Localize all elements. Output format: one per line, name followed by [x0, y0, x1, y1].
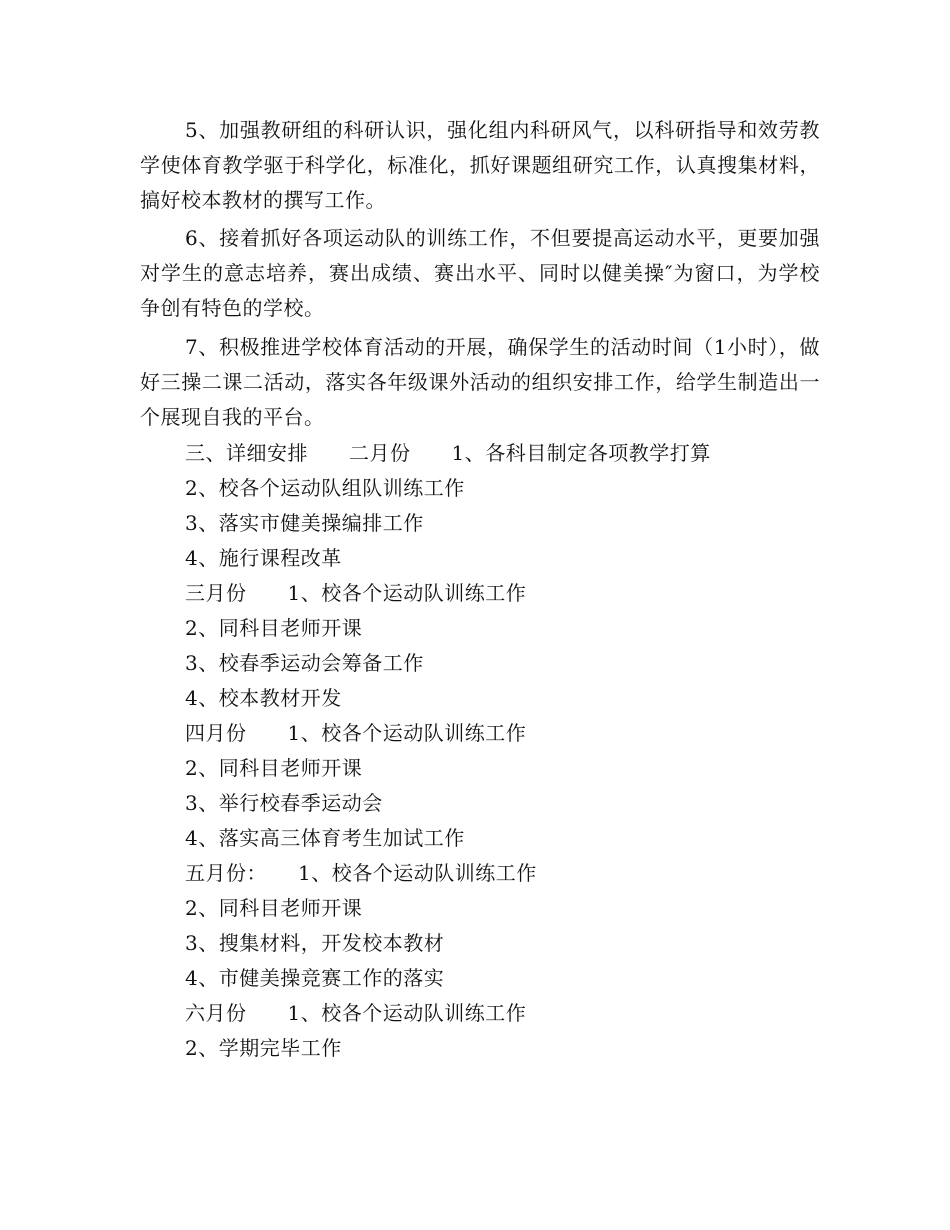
schedule-line: 3、落实市健美操编排工作	[185, 511, 424, 535]
paragraph-5: 5、加强教研组的科研认识，强化组内科研风气，以科研指导和效劳教学使体育教学驱于科学化，标准化，抓好课题组研究工作，认真搜集材料，搞好校本教材的撰写工作。	[140, 118, 820, 212]
schedule-line: 2、校各个运动队组队训练工作	[185, 476, 465, 500]
schedule-heading-line: 三、详细安排 二月份 1、各科目制定各项教学打算	[185, 441, 711, 465]
schedule-line: 2、学期完毕工作	[185, 1036, 342, 1060]
schedule-line: 4、施行课程改革	[185, 546, 342, 570]
schedule-line: 4、校本教材开发	[185, 686, 342, 710]
schedule-line: 3、搜集材料，开发校本教材	[185, 931, 445, 955]
schedule-line: 2、同科目老师开课	[185, 896, 363, 920]
schedule-month-line: 四月份 1、校各个运动队训练工作	[185, 721, 527, 745]
schedule-line: 3、校春季运动会筹备工作	[185, 651, 424, 675]
schedule-line: 4、落实高三体育考生加试工作	[185, 826, 465, 850]
schedule-month-line: 五月份： 1、校各个运动队训练工作	[185, 861, 537, 885]
schedule-line: 2、同科目老师开课	[185, 616, 363, 640]
schedule-line: 4、市健美操竞赛工作的落实	[185, 966, 445, 990]
schedule-month-line: 六月份 1、校各个运动队训练工作	[185, 1001, 527, 1025]
paragraph-7: 7、积极推进学校体育活动的开展，确保学生的活动时间（1小时），做好三操二课二活动，落实各年级课外活动的组织安排工作，给学生制造出一个展现自我的平台。	[140, 335, 820, 429]
schedule-month-line: 三月份 1、校各个运动队训练工作	[185, 581, 527, 605]
schedule-line: 3、举行校春季运动会	[185, 791, 383, 815]
schedule-line: 2、同科目老师开课	[185, 756, 363, 780]
paragraph-6: 6、接着抓好各项运动队的训练工作，不但要提高运动水平，更要加强对学生的意志培养，赛出成绩、赛出水平、同时以健美操″为窗口，为学校争创有特色的学校。	[140, 226, 820, 320]
